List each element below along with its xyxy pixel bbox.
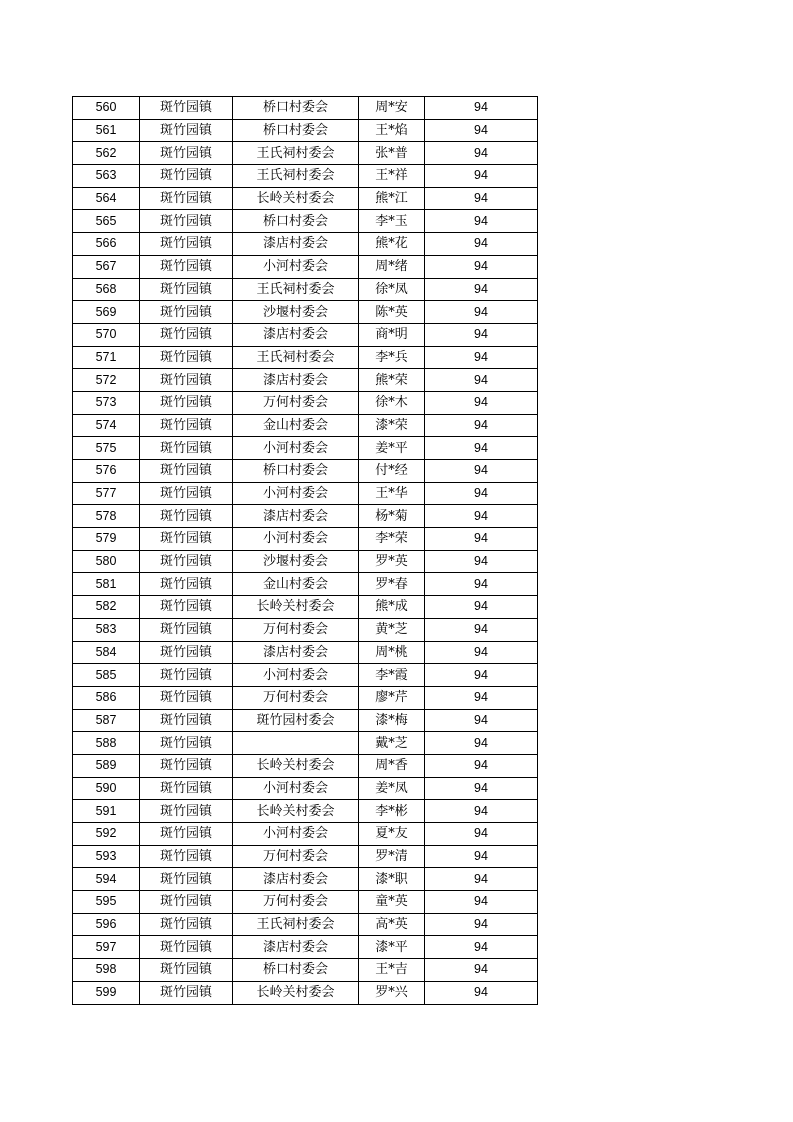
row-number-cell: 591 (73, 800, 140, 823)
village-cell: 漆店村委会 (233, 868, 359, 891)
name-cell: 周*安 (359, 97, 425, 120)
score-cell: 94 (425, 460, 538, 483)
town-cell: 斑竹园镇 (140, 868, 233, 891)
name-cell: 付*经 (359, 460, 425, 483)
town-cell: 斑竹园镇 (140, 891, 233, 914)
name-cell: 李*荣 (359, 528, 425, 551)
table-row (73, 959, 538, 982)
table-row (73, 301, 538, 324)
row-number-cell: 598 (73, 959, 140, 982)
row-number-cell: 566 (73, 233, 140, 256)
row-number-cell: 577 (73, 482, 140, 505)
row-number-cell: 588 (73, 732, 140, 755)
table-row (73, 823, 538, 846)
row-number-cell: 579 (73, 528, 140, 551)
score-cell: 94 (425, 936, 538, 959)
row-number-cell: 593 (73, 845, 140, 868)
village-cell: 万何村委会 (233, 686, 359, 709)
village-cell: 小河村委会 (233, 437, 359, 460)
town-cell: 斑竹园镇 (140, 460, 233, 483)
row-number-cell: 575 (73, 437, 140, 460)
town-cell: 斑竹园镇 (140, 732, 233, 755)
row-number-cell: 590 (73, 777, 140, 800)
score-cell: 94 (425, 686, 538, 709)
table-row (73, 391, 538, 414)
town-cell: 斑竹园镇 (140, 187, 233, 210)
name-cell: 廖*芹 (359, 686, 425, 709)
name-cell: 罗*兴 (359, 981, 425, 1004)
village-cell: 王氏祠村委会 (233, 165, 359, 188)
village-cell: 小河村委会 (233, 664, 359, 687)
row-number-cell: 582 (73, 596, 140, 619)
town-cell: 斑竹园镇 (140, 664, 233, 687)
village-cell: 万何村委会 (233, 618, 359, 641)
score-cell: 94 (425, 278, 538, 301)
town-cell: 斑竹园镇 (140, 301, 233, 324)
name-cell: 王*祥 (359, 165, 425, 188)
town-cell: 斑竹园镇 (140, 414, 233, 437)
table-row (73, 97, 538, 120)
name-cell: 童*英 (359, 891, 425, 914)
town-cell: 斑竹园镇 (140, 278, 233, 301)
row-number-cell: 581 (73, 573, 140, 596)
row-number-cell: 580 (73, 550, 140, 573)
name-cell: 李*玉 (359, 210, 425, 233)
score-cell: 94 (425, 505, 538, 528)
row-number-cell: 595 (73, 891, 140, 914)
row-number-cell: 599 (73, 981, 140, 1004)
table-row (73, 754, 538, 777)
row-number-cell: 586 (73, 686, 140, 709)
village-cell: 长岭关村委会 (233, 754, 359, 777)
village-cell: 长岭关村委会 (233, 800, 359, 823)
village-cell: 桥口村委会 (233, 210, 359, 233)
town-cell: 斑竹园镇 (140, 754, 233, 777)
data-table (72, 96, 538, 1005)
table-row (73, 800, 538, 823)
score-cell: 94 (425, 709, 538, 732)
score-cell: 94 (425, 573, 538, 596)
score-cell: 94 (425, 346, 538, 369)
village-cell: 漆店村委会 (233, 369, 359, 392)
score-cell: 94 (425, 255, 538, 278)
name-cell: 熊*荣 (359, 369, 425, 392)
village-cell: 万何村委会 (233, 845, 359, 868)
score-cell: 94 (425, 391, 538, 414)
table-row (73, 482, 538, 505)
table-row (73, 891, 538, 914)
town-cell: 斑竹园镇 (140, 323, 233, 346)
row-number-cell: 562 (73, 142, 140, 165)
village-cell: 王氏祠村委会 (233, 346, 359, 369)
table-row (73, 709, 538, 732)
table-row (73, 233, 538, 256)
table-row (73, 868, 538, 891)
table-row (73, 346, 538, 369)
row-number-cell: 578 (73, 505, 140, 528)
row-number-cell: 596 (73, 913, 140, 936)
name-cell: 戴*芝 (359, 732, 425, 755)
name-cell: 徐*木 (359, 391, 425, 414)
name-cell: 夏*友 (359, 823, 425, 846)
name-cell: 高*英 (359, 913, 425, 936)
town-cell: 斑竹园镇 (140, 142, 233, 165)
table-row (73, 142, 538, 165)
table-row (73, 369, 538, 392)
score-cell: 94 (425, 414, 538, 437)
town-cell: 斑竹园镇 (140, 596, 233, 619)
score-cell: 94 (425, 165, 538, 188)
town-cell: 斑竹园镇 (140, 981, 233, 1004)
score-cell: 94 (425, 754, 538, 777)
name-cell: 杨*菊 (359, 505, 425, 528)
village-cell (233, 732, 359, 755)
village-cell: 沙堰村委会 (233, 301, 359, 324)
table-row (73, 323, 538, 346)
name-cell: 王*吉 (359, 959, 425, 982)
town-cell: 斑竹园镇 (140, 800, 233, 823)
town-cell: 斑竹园镇 (140, 528, 233, 551)
town-cell: 斑竹园镇 (140, 391, 233, 414)
name-cell: 熊*成 (359, 596, 425, 619)
village-cell: 长岭关村委会 (233, 187, 359, 210)
table-row (73, 414, 538, 437)
village-cell: 桥口村委会 (233, 460, 359, 483)
score-cell: 94 (425, 142, 538, 165)
row-number-cell: 565 (73, 210, 140, 233)
town-cell: 斑竹园镇 (140, 346, 233, 369)
row-number-cell: 589 (73, 754, 140, 777)
name-cell: 李*兵 (359, 346, 425, 369)
village-cell: 斑竹园村委会 (233, 709, 359, 732)
table-row (73, 777, 538, 800)
row-number-cell: 597 (73, 936, 140, 959)
row-number-cell: 584 (73, 641, 140, 664)
row-number-cell: 571 (73, 346, 140, 369)
row-number-cell: 567 (73, 255, 140, 278)
town-cell: 斑竹园镇 (140, 165, 233, 188)
town-cell: 斑竹园镇 (140, 97, 233, 120)
name-cell: 罗*英 (359, 550, 425, 573)
row-number-cell: 572 (73, 369, 140, 392)
row-number-cell: 574 (73, 414, 140, 437)
name-cell: 李*霞 (359, 664, 425, 687)
village-cell: 漆店村委会 (233, 233, 359, 256)
table-row (73, 437, 538, 460)
name-cell: 罗*春 (359, 573, 425, 596)
name-cell: 漆*平 (359, 936, 425, 959)
town-cell: 斑竹园镇 (140, 573, 233, 596)
town-cell: 斑竹园镇 (140, 505, 233, 528)
village-cell: 漆店村委会 (233, 936, 359, 959)
town-cell: 斑竹园镇 (140, 641, 233, 664)
town-cell: 斑竹园镇 (140, 233, 233, 256)
table-body (73, 97, 538, 1005)
village-cell: 长岭关村委会 (233, 981, 359, 1004)
table-row (73, 664, 538, 687)
score-cell: 94 (425, 845, 538, 868)
table-row (73, 505, 538, 528)
score-cell: 94 (425, 482, 538, 505)
name-cell: 李*彬 (359, 800, 425, 823)
table-row (73, 278, 538, 301)
town-cell: 斑竹园镇 (140, 618, 233, 641)
village-cell: 金山村委会 (233, 414, 359, 437)
table-row (73, 686, 538, 709)
name-cell: 姜*凤 (359, 777, 425, 800)
village-cell: 万何村委会 (233, 891, 359, 914)
score-cell: 94 (425, 323, 538, 346)
score-cell: 94 (425, 777, 538, 800)
town-cell: 斑竹园镇 (140, 437, 233, 460)
row-number-cell: 570 (73, 323, 140, 346)
score-cell: 94 (425, 868, 538, 891)
village-cell: 沙堰村委会 (233, 550, 359, 573)
town-cell: 斑竹园镇 (140, 210, 233, 233)
score-cell: 94 (425, 823, 538, 846)
village-cell: 桥口村委会 (233, 119, 359, 142)
table-row (73, 596, 538, 619)
village-cell: 漆店村委会 (233, 323, 359, 346)
name-cell: 漆*职 (359, 868, 425, 891)
village-cell: 金山村委会 (233, 573, 359, 596)
village-cell: 桥口村委会 (233, 97, 359, 120)
row-number-cell: 585 (73, 664, 140, 687)
name-cell: 周*绪 (359, 255, 425, 278)
score-cell: 94 (425, 959, 538, 982)
town-cell: 斑竹园镇 (140, 686, 233, 709)
town-cell: 斑竹园镇 (140, 823, 233, 846)
village-cell: 小河村委会 (233, 255, 359, 278)
name-cell: 熊*江 (359, 187, 425, 210)
score-cell: 94 (425, 369, 538, 392)
town-cell: 斑竹园镇 (140, 255, 233, 278)
village-cell: 小河村委会 (233, 823, 359, 846)
village-cell: 长岭关村委会 (233, 596, 359, 619)
score-cell: 94 (425, 210, 538, 233)
score-cell: 94 (425, 97, 538, 120)
table-row (73, 573, 538, 596)
village-cell: 万何村委会 (233, 391, 359, 414)
town-cell: 斑竹园镇 (140, 777, 233, 800)
name-cell: 熊*花 (359, 233, 425, 256)
score-cell: 94 (425, 187, 538, 210)
row-number-cell: 563 (73, 165, 140, 188)
row-number-cell: 587 (73, 709, 140, 732)
table-row (73, 165, 538, 188)
score-cell: 94 (425, 800, 538, 823)
town-cell: 斑竹园镇 (140, 959, 233, 982)
row-number-cell: 569 (73, 301, 140, 324)
name-cell: 商*明 (359, 323, 425, 346)
row-number-cell: 560 (73, 97, 140, 120)
table-row (73, 618, 538, 641)
name-cell: 王*华 (359, 482, 425, 505)
village-cell: 小河村委会 (233, 777, 359, 800)
row-number-cell: 592 (73, 823, 140, 846)
name-cell: 罗*清 (359, 845, 425, 868)
score-cell: 94 (425, 664, 538, 687)
village-cell: 王氏祠村委会 (233, 278, 359, 301)
table-row (73, 460, 538, 483)
score-cell: 94 (425, 596, 538, 619)
name-cell: 漆*荣 (359, 414, 425, 437)
row-number-cell: 573 (73, 391, 140, 414)
row-number-cell: 564 (73, 187, 140, 210)
table-row (73, 936, 538, 959)
row-number-cell: 594 (73, 868, 140, 891)
score-cell: 94 (425, 618, 538, 641)
score-cell: 94 (425, 437, 538, 460)
score-cell: 94 (425, 641, 538, 664)
name-cell: 漆*梅 (359, 709, 425, 732)
table-row (73, 255, 538, 278)
table-row (73, 119, 538, 142)
name-cell: 周*香 (359, 754, 425, 777)
score-cell: 94 (425, 233, 538, 256)
name-cell: 黄*芝 (359, 618, 425, 641)
town-cell: 斑竹园镇 (140, 482, 233, 505)
table-row (73, 913, 538, 936)
village-cell: 小河村委会 (233, 482, 359, 505)
town-cell: 斑竹园镇 (140, 119, 233, 142)
score-cell: 94 (425, 913, 538, 936)
village-cell: 桥口村委会 (233, 959, 359, 982)
name-cell: 周*桃 (359, 641, 425, 664)
table-row (73, 550, 538, 573)
score-cell: 94 (425, 550, 538, 573)
town-cell: 斑竹园镇 (140, 936, 233, 959)
row-number-cell: 583 (73, 618, 140, 641)
name-cell: 陈*英 (359, 301, 425, 324)
village-cell: 漆店村委会 (233, 641, 359, 664)
name-cell: 王*焰 (359, 119, 425, 142)
village-cell: 小河村委会 (233, 528, 359, 551)
score-cell: 94 (425, 732, 538, 755)
score-cell: 94 (425, 891, 538, 914)
table-row (73, 845, 538, 868)
table-row (73, 641, 538, 664)
table-row (73, 528, 538, 551)
table-row (73, 210, 538, 233)
village-cell: 王氏祠村委会 (233, 913, 359, 936)
table-row (73, 981, 538, 1004)
score-cell: 94 (425, 528, 538, 551)
name-cell: 徐*凤 (359, 278, 425, 301)
table-row (73, 732, 538, 755)
name-cell: 张*普 (359, 142, 425, 165)
village-cell: 王氏祠村委会 (233, 142, 359, 165)
row-number-cell: 576 (73, 460, 140, 483)
town-cell: 斑竹园镇 (140, 709, 233, 732)
village-cell: 漆店村委会 (233, 505, 359, 528)
score-cell: 94 (425, 119, 538, 142)
score-cell: 94 (425, 301, 538, 324)
table-row (73, 187, 538, 210)
town-cell: 斑竹园镇 (140, 845, 233, 868)
row-number-cell: 561 (73, 119, 140, 142)
row-number-cell: 568 (73, 278, 140, 301)
town-cell: 斑竹园镇 (140, 913, 233, 936)
score-cell: 94 (425, 981, 538, 1004)
town-cell: 斑竹园镇 (140, 369, 233, 392)
town-cell: 斑竹园镇 (140, 550, 233, 573)
name-cell: 姜*平 (359, 437, 425, 460)
